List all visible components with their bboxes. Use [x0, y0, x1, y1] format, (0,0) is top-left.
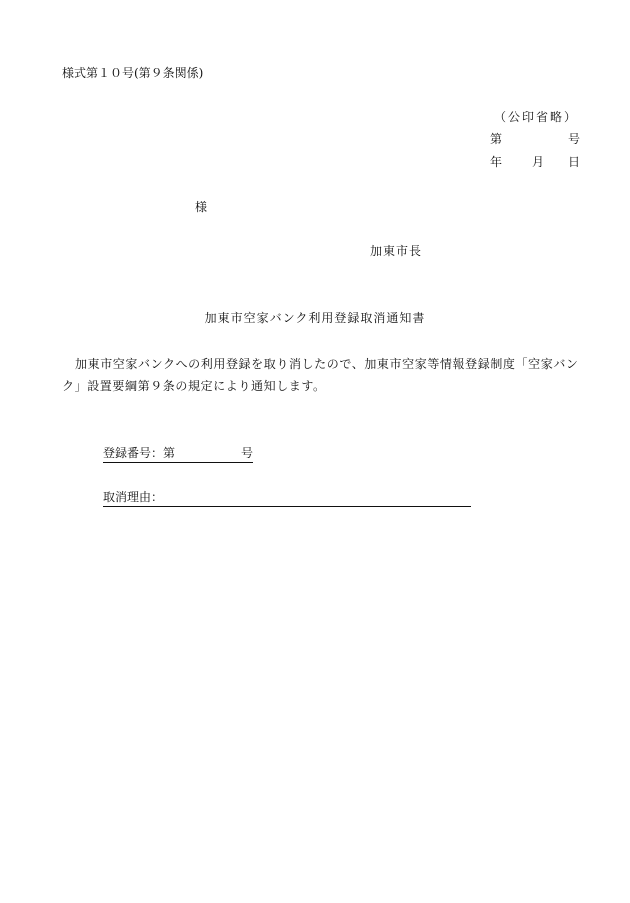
number-suffix: 号 — [567, 132, 580, 146]
cancellation-reason-field — [103, 488, 471, 507]
issuer-name: 加東市長 — [370, 244, 423, 258]
registration-underline — [103, 444, 253, 463]
form-number: 様式第１０号(第９条関係) — [62, 66, 204, 80]
reason-underline — [103, 488, 471, 507]
document-title: 加東市空家バンク利用登録取消通知書 — [204, 311, 426, 325]
registration-suffix: 号 — [241, 446, 254, 460]
date-month: 月 — [532, 155, 545, 169]
registration-number-field — [103, 444, 253, 463]
number-prefix: 第 — [490, 132, 503, 146]
reason-label: 取消理由： — [103, 490, 164, 504]
registration-label: 登録番号：第 — [103, 446, 176, 460]
document-body: 加東市空家バンクへの利用登録を取り消したので、加東市空家等情報登録制度「空家バンク」設置要綱第９条の規定により通知します。 — [62, 357, 579, 393]
date-year: 年 — [490, 155, 503, 169]
seal-omitted-note: （公印省略） — [494, 110, 579, 124]
date-day: 日 — [567, 155, 580, 169]
addressee-suffix: 様 — [195, 200, 208, 214]
